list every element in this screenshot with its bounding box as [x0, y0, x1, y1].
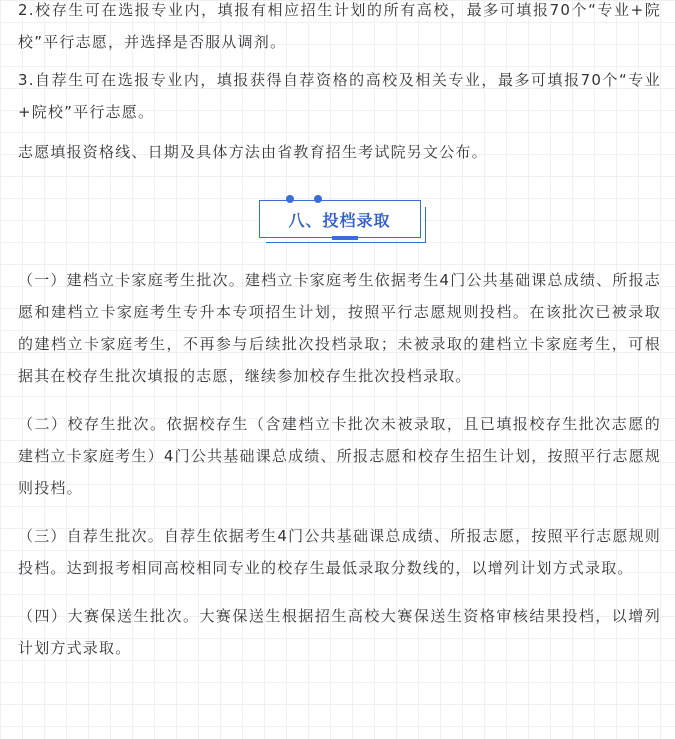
decor-dash-icon — [332, 236, 358, 240]
section-paragraph-4: （四）大赛保送生批次。大赛保送生根据招生高校大赛保送生资格审核结果投档，以增列计划方式录取。 — [18, 607, 661, 657]
decor-dot-left-icon — [286, 195, 294, 203]
paragraph-item-3: 3.自荐生可在选报专业内，填报获得自荐资格的高校及相关专业，最多可填报70个“专业+院校”平行志愿。 — [18, 71, 661, 121]
section-paragraph-3: （三）自荐生批次。自荐生依据考生4门公共基础课总成绩、所报志愿，按照平行志愿规则投档。达到报考相同高校相同专业的校存生最低录取分数线的，以增列计划方式录取。 — [18, 527, 661, 577]
section-heading-box — [259, 200, 421, 238]
section-heading-title: 八、投档录取 — [288, 210, 391, 230]
paragraph-item-2: 2.校存生可在选报专业内，填报有相应招生计划的所有高校，最多可填报70个“专业+院校”平行志愿，并选择是否服从调剂。 — [18, 1, 661, 51]
section-paragraph-1: （一）建档立卡家庭考生批次。建档立卡家庭考生依据考生4门公共基础课总成绩、所报志愿和建档立卡家庭考生专升本专项招生计划，按照平行志愿规则投档。在该批次已被录取的建档立卡家庭考生，不再参与后续批次投档录取；未被录取的建档立卡家庭考生，可根据其在校存生批次填报的志愿，继续参加校存生批次投档录取。 — [18, 271, 661, 385]
section-paragraph-2: （二）校存生批次。依据校存生（含建档立卡批次未被录取，且已填报校存生批次志愿的建档立卡家庭考生）4门公共基础课总成绩、所报志愿和校存生招生计划，按照平行志愿规则投档。 — [18, 415, 661, 497]
decor-dot-right-icon — [314, 195, 322, 203]
paragraph-notice: 志愿填报资格线、日期及具体方法由省教育招生考试院另文公布。 — [18, 143, 488, 161]
section-heading-wrapper — [18, 200, 661, 238]
